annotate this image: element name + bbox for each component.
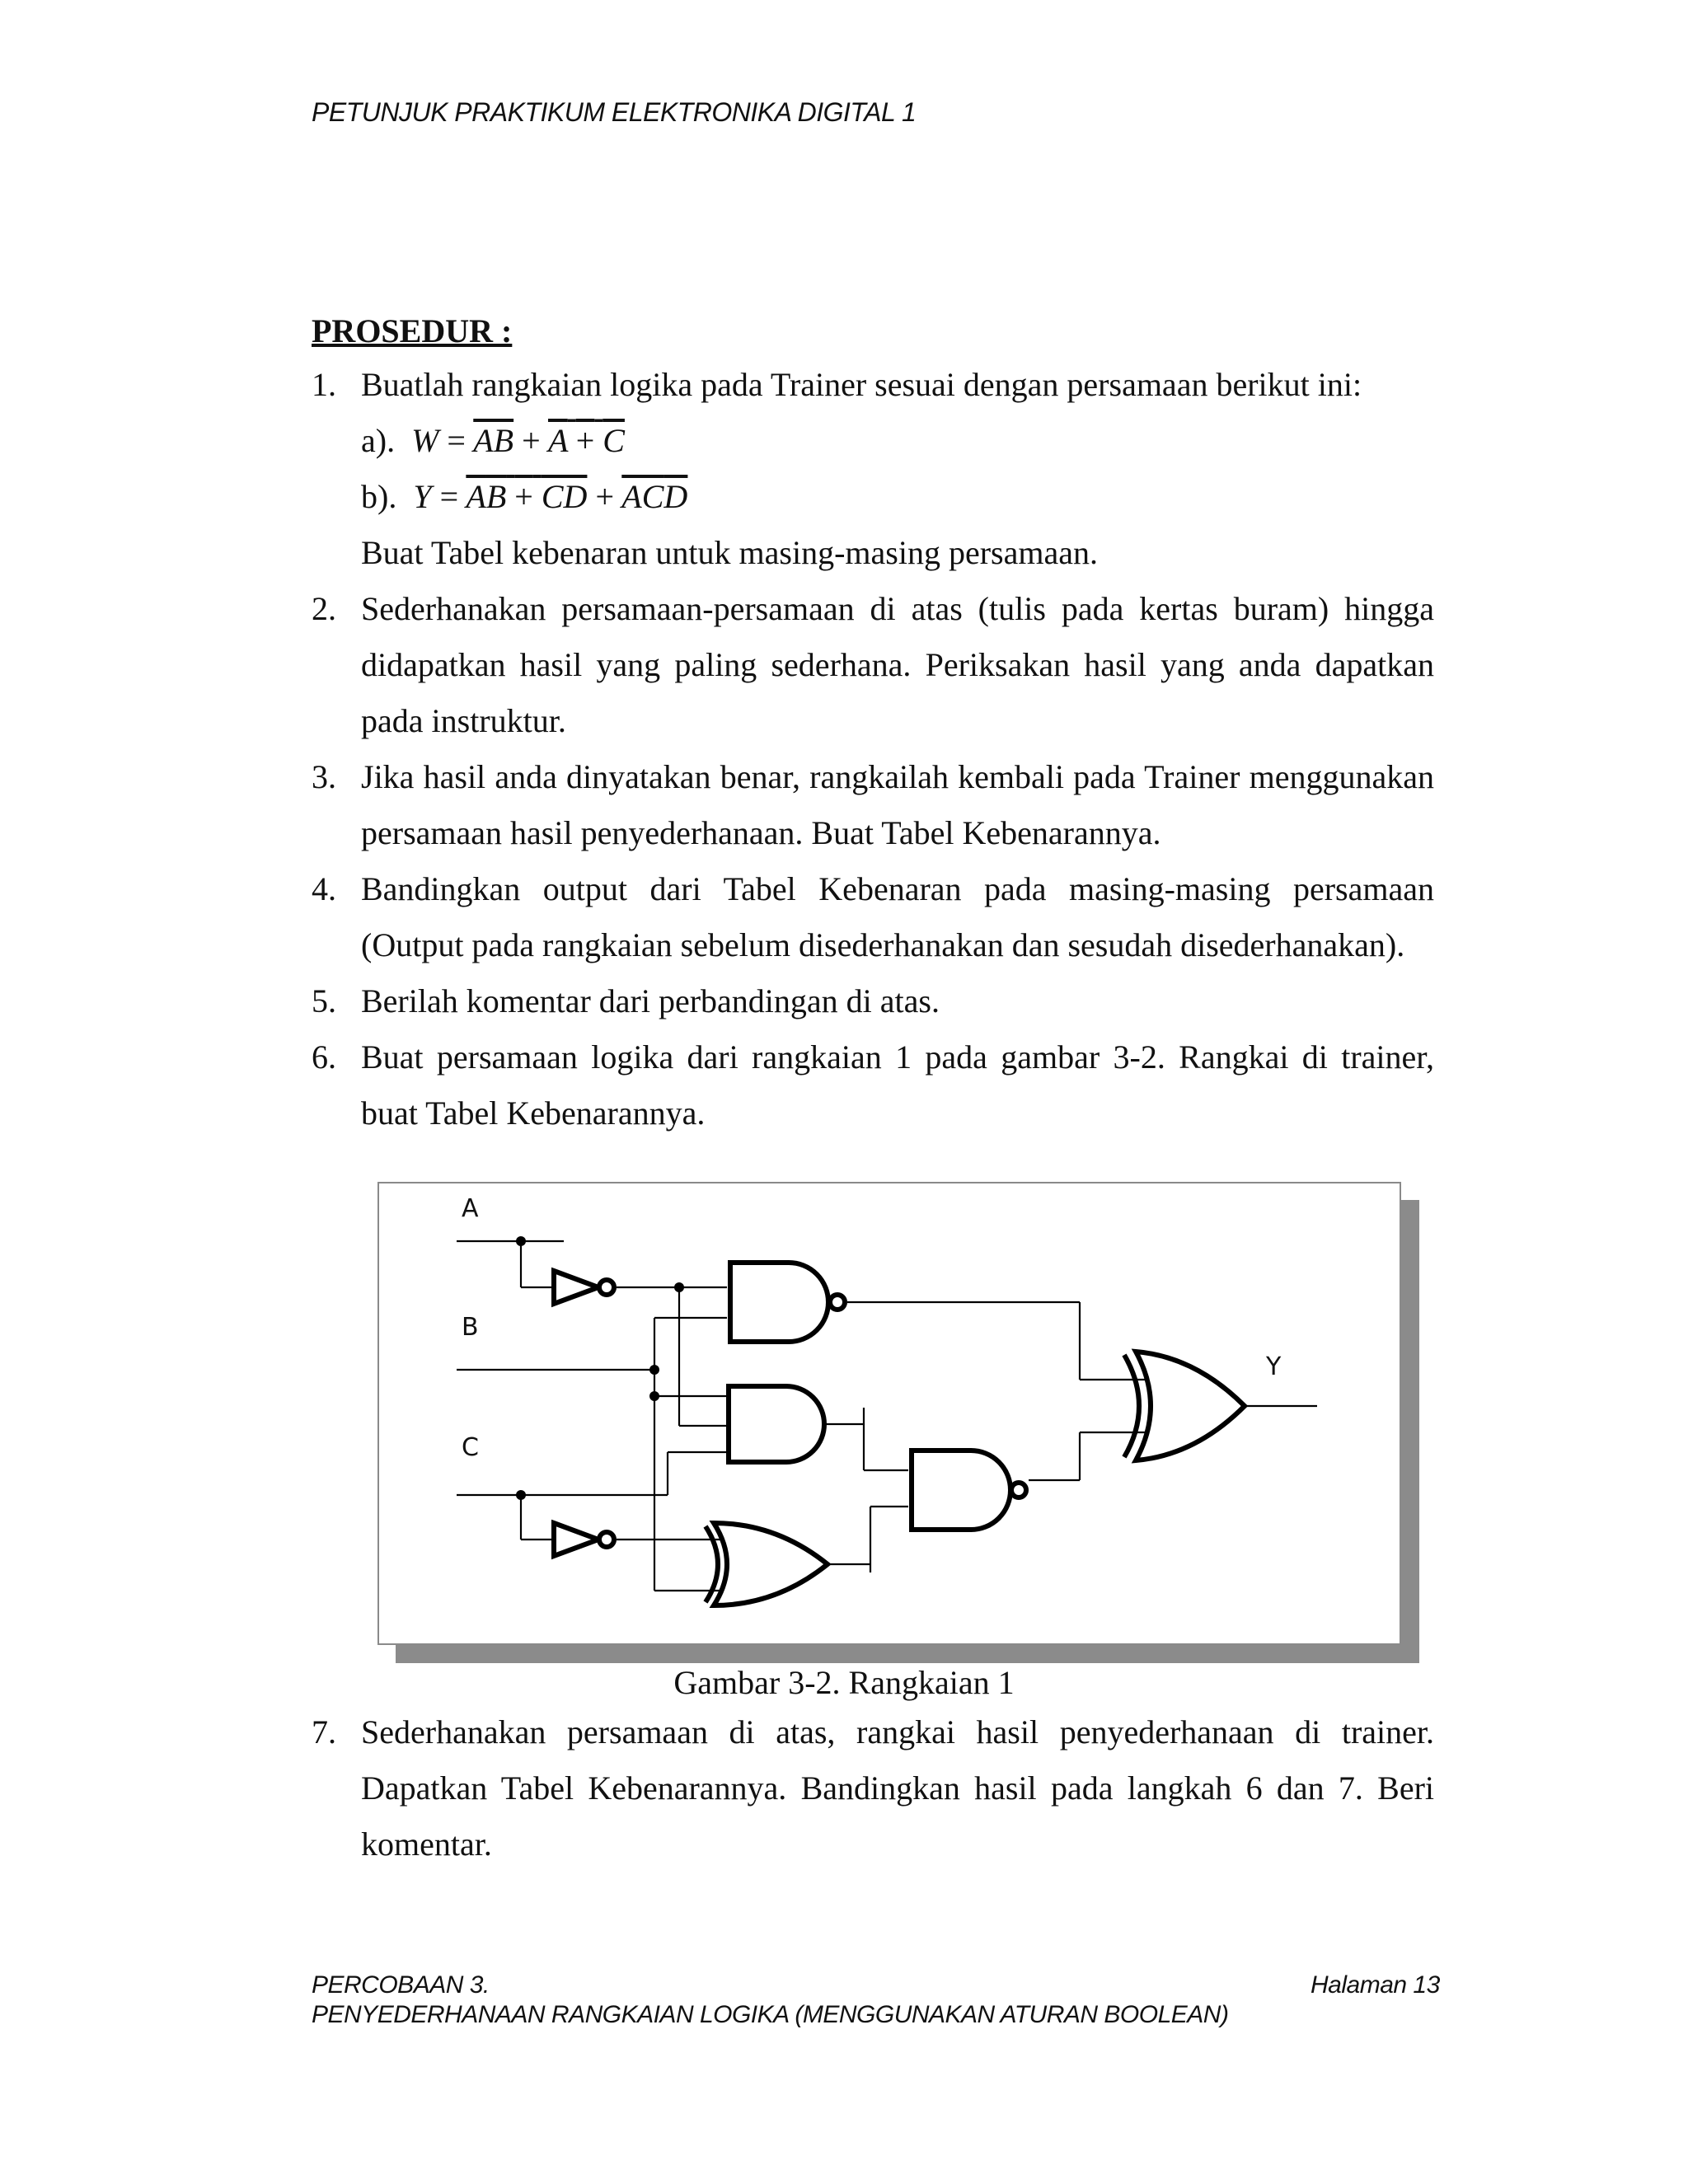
label-a: A [462, 1194, 479, 1223]
plus-sign: + [514, 478, 533, 515]
running-header: PETUNJUK PRAKTIKUM ELEKTRONIKA DIGITAL 1 [312, 97, 917, 127]
equation-b-term2: CD [541, 478, 588, 515]
junction-dot [649, 1365, 659, 1375]
step-1 [312, 357, 1434, 413]
plus-sign: + [595, 478, 614, 515]
not-gate-c [554, 1523, 598, 1556]
step-number: 3. [312, 758, 336, 795]
equation-b-term3a: AC [621, 478, 664, 515]
inversion-bubble [599, 1280, 614, 1295]
plus-sign: + [522, 422, 541, 459]
footer-page-number: Halaman 13 [1311, 1971, 1440, 1999]
step-text: Buat persamaan logika dari rangkaian 1 pada gambar 3-2. Rangkai di trainer, buat Tabel Kebenarannya. [361, 1038, 1434, 1132]
figure-caption: Gambar 3-2. Rangkaian 1 [673, 1664, 1015, 1701]
equation-a-term2: A [547, 422, 568, 459]
step-text: Sederhanakan persamaan-persamaan di atas (tulis pada kertas buram) hingga didapatkan hasil yang paling sederhana. Periksakan hasil yang anda dapatkan pada instruktur. [361, 590, 1434, 739]
or-gate-2-back [1124, 1355, 1139, 1457]
label-b: B [462, 1313, 479, 1342]
step-number: 5. [312, 982, 336, 1019]
nand-gate-1 [730, 1263, 828, 1342]
equation-a [361, 413, 625, 469]
equation-b-term1b: B [485, 478, 507, 515]
label-y: Y [1266, 1352, 1282, 1381]
footer-experiment: PERCOBAAN 3. [312, 1971, 490, 1999]
junction-dot [674, 1282, 684, 1292]
junction-dot [516, 1236, 526, 1246]
step-5 [312, 973, 1434, 1029]
inversion-bubble [830, 1295, 845, 1310]
step-4 [312, 861, 1434, 973]
step-3 [312, 749, 1434, 861]
step-number: 4. [312, 870, 336, 907]
step-2 [312, 581, 1434, 749]
plus-sign: + [575, 422, 595, 459]
junction-dot [649, 1391, 659, 1401]
equation-b-term3b: D [663, 478, 688, 515]
and-gate [729, 1386, 824, 1462]
inversion-bubble [1011, 1483, 1026, 1497]
step-6 [312, 1029, 1434, 1141]
circuit-figure [377, 1182, 1401, 1645]
equation-b [361, 469, 687, 525]
step-number: 6. [312, 1038, 336, 1076]
step-text: Bandingkan output dari Tabel Kebenaran pada masing-masing persamaan (Output pada rangkaian sebelum disederhanakan dan sesudah disederhanakan). [361, 870, 1434, 963]
step-7 [312, 1704, 1434, 1872]
not-gate-a [554, 1271, 598, 1304]
truth-table-note: Buat Tabel kebenaran untuk masing-masing persamaan. [361, 534, 1098, 571]
step-text: Buatlah rangkaian logika pada Trainer sesuai dengan persamaan berikut ini: [361, 366, 1362, 403]
nand-gate-2 [912, 1451, 1010, 1530]
or-gate-2 [1136, 1352, 1245, 1460]
section-title: PROSEDUR : [312, 312, 513, 349]
inversion-bubble [599, 1532, 614, 1547]
footer-subtitle: PENYEDERHANAAN RANGKAIAN LOGIKA (MENGGUNAKAN ATURAN BOOLEAN) [312, 2001, 1229, 2028]
step-number: 7. [312, 1713, 336, 1750]
equation-a-lhs: W [411, 422, 439, 459]
logic-circuit-diagram [379, 1183, 1400, 1643]
junction-dot [516, 1490, 526, 1500]
equals-sign: = [447, 422, 466, 459]
equation-a-term1: $\overline{AB}$ [473, 422, 514, 459]
equation-b-label: b). [361, 478, 397, 515]
or-gate-1 [714, 1523, 828, 1605]
step-number: 2. [312, 590, 336, 627]
step-text: Sederhanakan persamaan di atas, rangkai hasil penyederhanaan di trainer. Dapatkan Tabel Kebenarannya. Bandingkan hasil pada langkah 6 dan 7. Beri komentar. [361, 1713, 1434, 1863]
equation-b-lhs: Y [413, 478, 432, 515]
step-number: 1. [312, 366, 336, 403]
step-text: Berilah komentar dari perbandingan di atas. [361, 982, 940, 1019]
label-c: C [462, 1433, 479, 1462]
equation-a-label: a). [361, 422, 396, 459]
equation-a-term3: C [603, 422, 625, 459]
equation-b-term1a: A [466, 478, 486, 515]
equals-sign: = [439, 478, 459, 515]
step-text: Jika hasil anda dinyatakan benar, rangkailah kembali pada Trainer menggunakan persamaan hasil penyederhanaan. Buat Tabel Kebenarannya. [361, 758, 1434, 851]
